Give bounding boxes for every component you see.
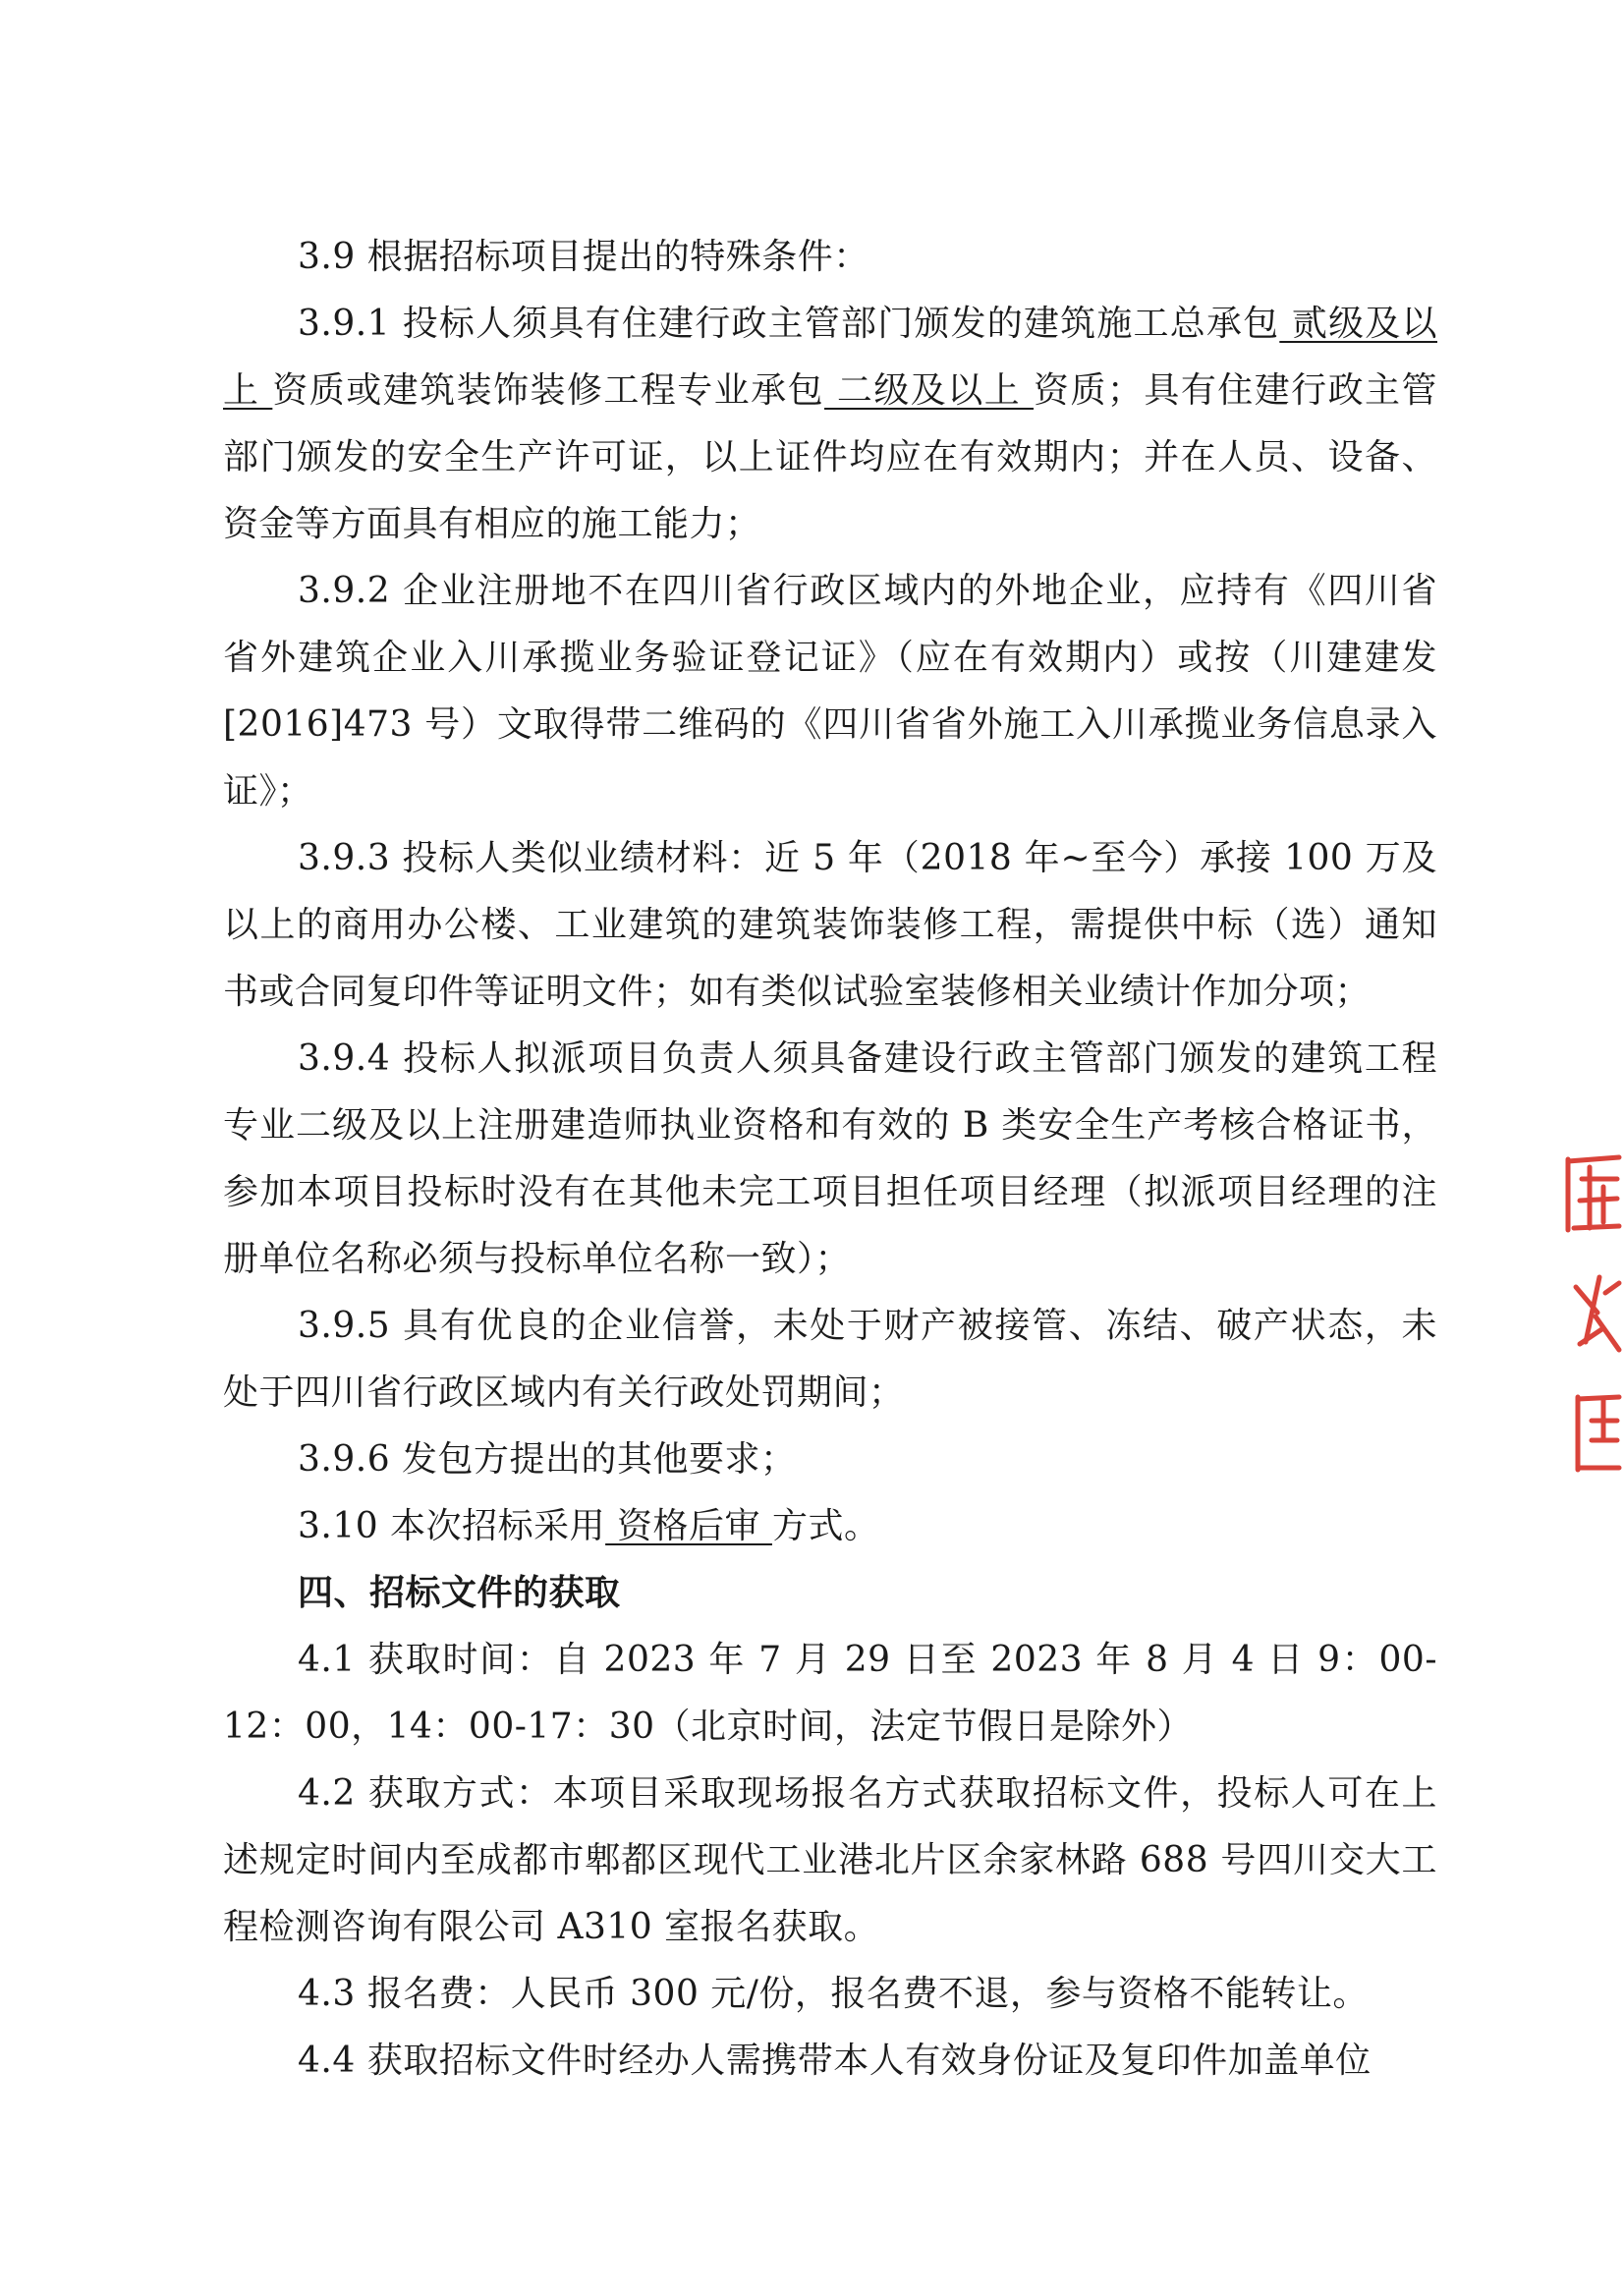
underlined-fill-value: 贰级及以上 — [223, 304, 1437, 411]
red-seal-fragment — [1560, 1140, 1624, 1493]
text-segment: 3.10 本次招标采用 — [298, 1506, 606, 1546]
paragraph — [223, 558, 1437, 825]
paragraph — [223, 1026, 1437, 1293]
text-segment: 3.9.2 企业注册地不在四川省行政区域内的外地企业，应持有《四川省省外建筑企业入川承揽业务验证登记证》（应在有效期内）或按（川建建发[2016]473 号）文取得带二维码的《四川省省外施工入川承揽业务信息录入证》； — [223, 571, 1437, 812]
text-segment: 3.9.1 投标人须具有住建行政主管部门颁发的建筑施工总承包 — [298, 304, 1280, 344]
text-segment: 3.9.4 投标人拟派项目负责人须具备建设行政主管部门颁发的建筑工程专业二级及以上注册建造师执业资格和有效的 B 类安全生产考核合格证书，参加本项目投标时没有在其他未完工项目担任项目经理（拟派项目经理的注册单位名称必须与投标单位名称一致）； — [223, 1038, 1437, 1279]
text-segment: 4.2 获取方式：本项目采取现场报名方式获取招标文件，投标人可在上述规定时间内至成都市郫都区现代工业港北片区余家林路 688 号四川交大工程检测咨询有限公司 A310 室报名获取。 — [223, 1773, 1437, 1947]
paragraph — [223, 1627, 1437, 1761]
underlined-fill-value: 资格后审 — [605, 1506, 772, 1546]
text-segment: 四、招标文件的获取 — [298, 1573, 621, 1613]
paragraph — [223, 224, 1437, 291]
paragraph — [223, 2028, 1437, 2095]
document-body — [223, 224, 1437, 2095]
text-segment: 4.4 获取招标文件时经办人需携带本人有效身份证及复印件加盖单位 — [298, 2041, 1372, 2081]
underlined-fill-value: 二级及以上 — [824, 370, 1035, 411]
paragraph — [223, 291, 1437, 558]
paragraph — [223, 1961, 1437, 2028]
paragraph — [223, 1293, 1437, 1427]
text-segment: 资质；具有住建行政主管部门颁发的安全生产许可证，以上证件均应在有效期内；并在人员、设备、资金等方面具有相应的施工能力； — [223, 370, 1437, 544]
text-segment: 方式。 — [772, 1506, 880, 1546]
text-segment: 4.1 获取时间：自 2023 年 7 月 29 日至 2023 年 8 月 4 日 9：00-12：00，14：00-17：30（北京时间，法定节假日是除外） — [223, 1640, 1437, 1747]
text-segment: 3.9.5 具有优良的企业信誉，未处于财产被接管、冻结、破产状态，未处于四川省行政区域内有关行政处罚期间； — [223, 1306, 1437, 1413]
text-segment: 资质或建筑装饰装修工程专业承包 — [272, 370, 825, 411]
section-heading — [223, 1560, 1437, 1627]
text-segment: 3.9.3 投标人类似业绩材料：近 5 年（2018 年~至今）承接 100 万及以上的商用办公楼、工业建筑的建筑装饰装修工程，需提供中标（选）通知书或合同复印件等证明文件；如有类似试验室装修相关业绩计作加分项； — [223, 838, 1437, 1012]
paragraph — [223, 1427, 1437, 1493]
text-segment: 3.9 根据招标项目提出的特殊条件： — [298, 237, 869, 277]
paragraph — [223, 1493, 1437, 1560]
paragraph — [223, 1761, 1437, 1961]
text-segment: 3.9.6 发包方提出的其他要求； — [298, 1439, 797, 1480]
text-segment: 4.3 报名费：人民币 300 元/份，报名费不退，参与资格不能转让。 — [298, 1974, 1369, 2014]
paragraph — [223, 825, 1437, 1026]
